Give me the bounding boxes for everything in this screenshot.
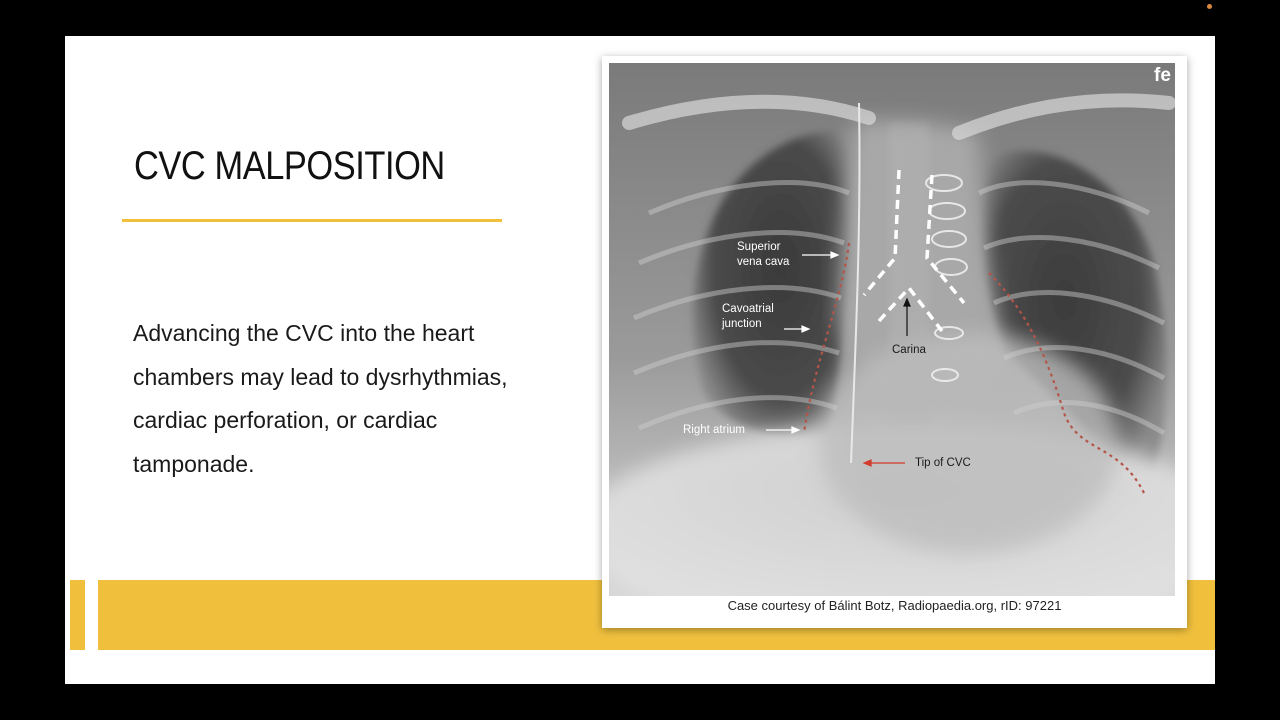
figure-caption: Case courtesy of Bálint Botz, Radiopaedia.org, rID: 97221	[727, 598, 1062, 613]
window-indicator-dot	[1207, 4, 1212, 9]
label-right-atrium: Right atrium	[683, 424, 745, 436]
slide-body-text: Advancing the CVC into the heart chambers may lead to dysrhythmias, cardiac perforation, or cardiac tamponade.	[133, 320, 508, 477]
slide-title: CVC MALPOSITION	[134, 144, 445, 188]
label-superior-vena-cava	[737, 240, 789, 270]
xray-figure-card	[602, 56, 1187, 628]
label-carina: Carina	[892, 344, 926, 356]
accent-band-left	[70, 580, 85, 650]
presentation-slide	[65, 36, 1215, 684]
chest-xray-image	[609, 63, 1175, 596]
xray-watermark: fe	[1154, 65, 1171, 86]
label-tip-of-cvc: Tip of CVC	[915, 457, 971, 469]
title-underline	[122, 219, 502, 222]
label-cavoatrial-junction	[722, 302, 774, 332]
label-svc-text: Superior vena cava	[737, 241, 790, 268]
chest-xray-drawing	[609, 63, 1175, 596]
label-cavoatrial-text: Cavoatrial junction	[722, 303, 774, 330]
